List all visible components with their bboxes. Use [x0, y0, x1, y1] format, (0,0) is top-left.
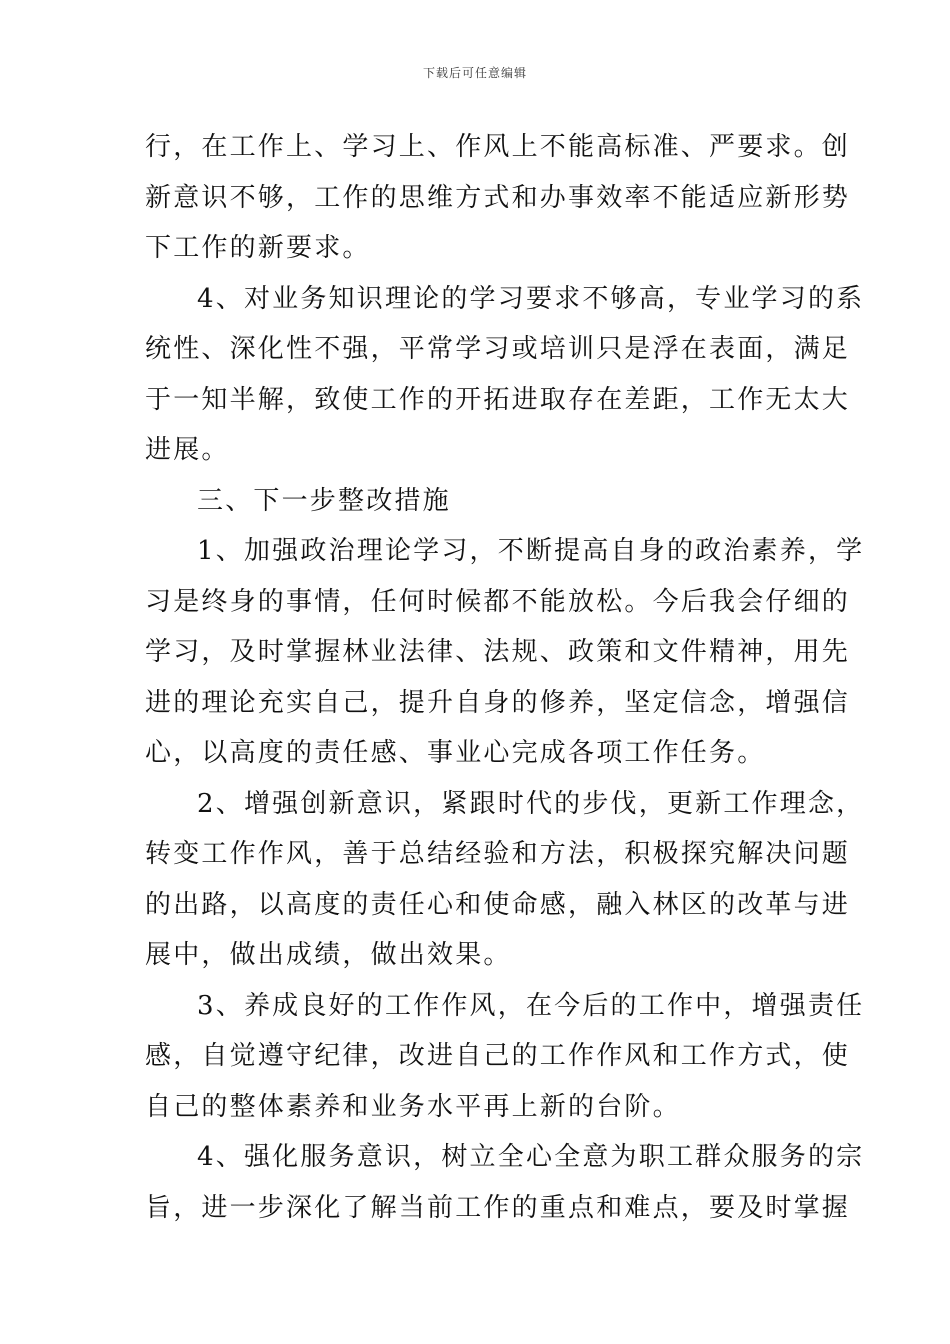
paragraph-measure-1 — [145, 526, 865, 779]
text-line: 进的理论充实自己，提升自身的修养，坚定信念，增强信 — [145, 687, 851, 718]
text-line: 转变工作作风，善于总结经验和方法，积极探究解决问题 — [145, 839, 851, 869]
text-line: 展中，做出成绩，做出效果。 — [145, 940, 512, 970]
heading-line: 三、下一步整改措施 — [197, 485, 451, 516]
text-line: 自己的整体素养和业务水平再上新的台阶。 — [145, 1091, 681, 1122]
text-line: 学习，及时掌握林业法律、法规、政策和文件精神，用先 — [145, 637, 851, 667]
text-line: 行，在工作上、学习上、作风上不能高标准、严要求。创 — [145, 132, 851, 162]
text-line: 心，以高度的责任感、事业心完成各项工作任务。 — [145, 738, 766, 768]
text-line: 的出路，以高度的责任心和使命感，融入林区的改革与进 — [145, 889, 851, 920]
document-body — [145, 122, 865, 1233]
text-line: 3、养成良好的工作作风，在今后的工作中，增强责任 — [197, 990, 865, 1021]
section-heading — [145, 476, 813, 527]
text-line: 进展。 — [145, 435, 230, 465]
paragraph-measure-4 — [145, 1132, 865, 1233]
text-line: 于一知半解，致使工作的开拓进取存在差距，工作无太大 — [145, 384, 851, 415]
page-header: 下载后可任意编辑 — [422, 66, 527, 80]
text-line: 统性、深化性不强，平常学习或培训只是浮在表面，满足 — [145, 334, 851, 364]
text-line: 4、强化服务意识，树立全心全意为职工群众服务的宗 — [197, 1142, 865, 1172]
text-line: 1、加强政治理论学习，不断提高自身的政治素养，学 — [197, 536, 865, 566]
paragraph-continuation — [145, 122, 851, 274]
paragraph-measure-2 — [145, 779, 865, 981]
text-line: 旨，进一步深化了解当前工作的重点和难点，要及时掌握 — [145, 1192, 851, 1223]
text-line: 习是终身的事情，任何时候都不能放松。今后我会仔细的 — [145, 586, 851, 617]
text-line: 感，自觉遵守纪律，改进自己的工作作风和工作方式，使 — [145, 1041, 851, 1071]
paragraph-item-4-study — [145, 274, 865, 476]
text-line: 2、增强创新意识，紧跟时代的步伐，更新工作理念， — [197, 788, 865, 819]
text-line: 4、对业务知识理论的学习要求不够高，专业学习的系 — [197, 283, 865, 314]
text-line: 下工作的新要求。 — [145, 233, 371, 263]
paragraph-measure-3 — [145, 981, 865, 1133]
text-line: 新意识不够，工作的思维方式和办事效率不能适应新形势 — [145, 182, 851, 213]
